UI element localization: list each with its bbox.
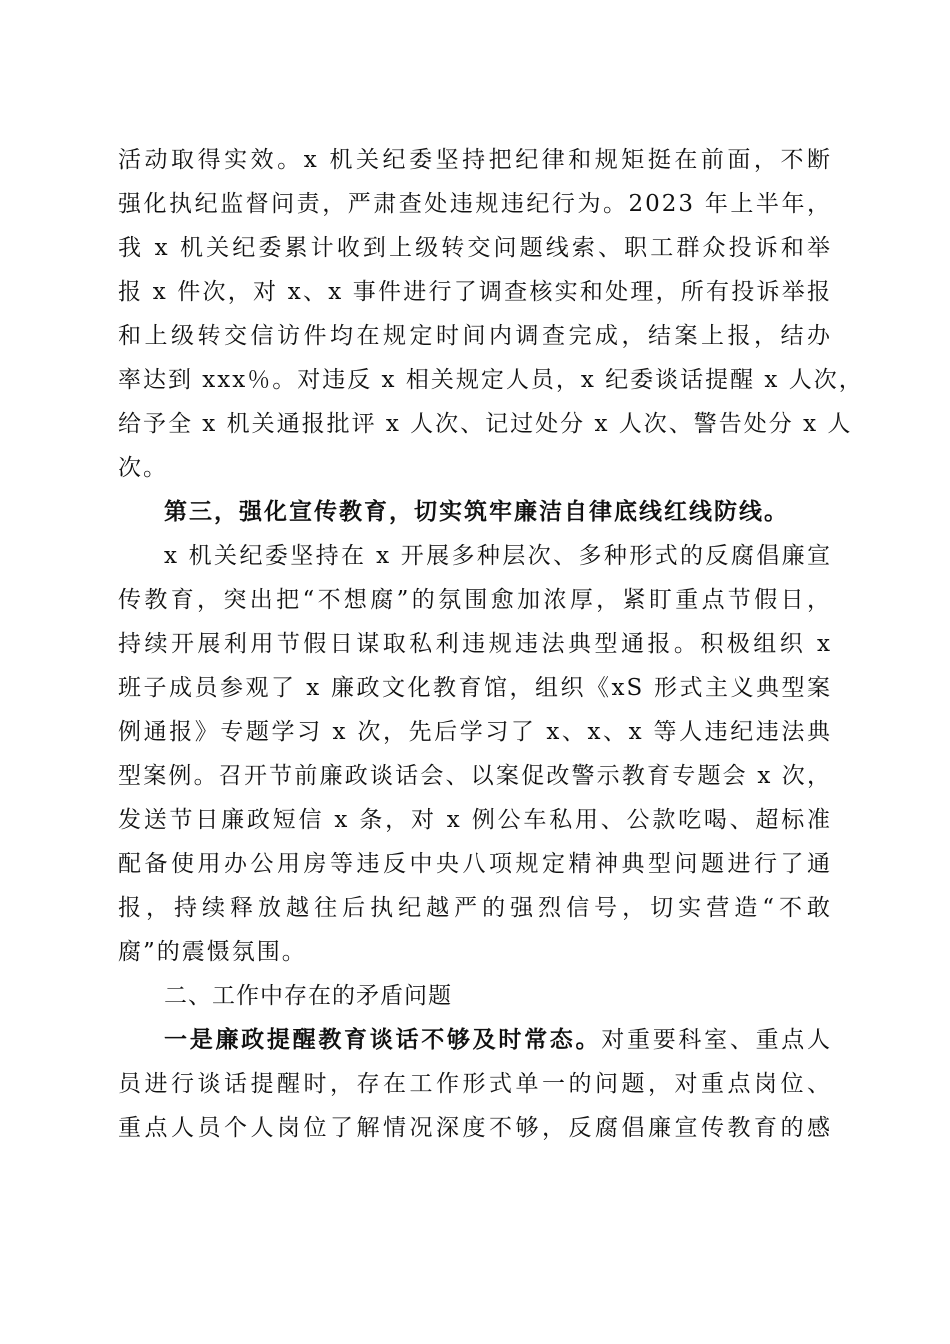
section-subheading: 第三，强化宣传教育，切实筑牢廉洁自律底线红线防线。 [164, 498, 789, 525]
body-line [164, 1025, 832, 1055]
body-line: 腐”的震慑氛围。 [118, 939, 307, 965]
body-line: 型案例。召开节前廉政谈话会、以案促改警示教育专题会 x 次， [118, 763, 832, 789]
body-line: 强化执纪监督问责，严肃查处违规违纪行为。2023 年上半年， [118, 191, 832, 217]
body-line: 配备使用办公用房等违反中央八项规定精神典型问题进行了通 [118, 851, 832, 877]
body-line: 持续开展利用节假日谋取私利违规违法典型通报。积极组织 x [118, 631, 832, 657]
body-line: 重点人员个人岗位了解情况深度不够，反腐倡廉宣传教育的感 [118, 1115, 832, 1141]
body-line: 发送节日廉政短信 x 条，对 x 例公车私用、公款吃喝、超标准 [118, 807, 832, 833]
body-line: 报 x 件次，对 x、x 事件进行了调查核实和处理，所有投诉举报 [118, 279, 832, 305]
body-line: 班子成员参观了 x 廉政文化教育馆，组织《xS 形式主义典型案 [118, 675, 832, 701]
body-line: 和上级转交信访件均在规定时间内调查完成，结案上报，结办 [118, 323, 832, 349]
body-line: 我 x 机关纪委累计收到上级转交问题线索、职工群众投诉和举 [118, 235, 832, 261]
body-line: 次。 [118, 455, 168, 481]
body-line: 员进行谈话提醒时，存在工作形式单一的问题，对重点岗位、 [118, 1071, 832, 1097]
lead-phrase: 一是廉政提醒教育谈话不够及时常态。 [164, 1026, 602, 1053]
body-line: 传教育，突出把“不想腐”的氛围愈加浓厚，紧盯重点节假日， [118, 587, 832, 613]
body-line: 活动取得实效。x 机关纪委坚持把纪律和规矩挺在前面，不断 [118, 147, 832, 173]
body-line: x 机关纪委坚持在 x 开展多种层次、多种形式的反腐倡廉宣 [164, 543, 832, 569]
section-heading: 二、工作中存在的矛盾问题 [164, 983, 452, 1009]
body-line: 率达到 xxx％。对违反 x 相关规定人员，x 纪委谈话提醒 x 人次， [118, 367, 864, 393]
body-line: 给予全 x 机关通报批评 x 人次、记过处分 x 人次、警告处分 x 人 [118, 411, 853, 437]
lead-rest: 对重要科室、重点人 [601, 1027, 833, 1053]
body-line: 报，持续释放越往后执纪越严的强烈信号，切实营造“不敢 [118, 895, 832, 921]
body-line: 例通报》专题学习 x 次，先后学习了 x、x、x 等人违纪违法典 [118, 719, 832, 745]
